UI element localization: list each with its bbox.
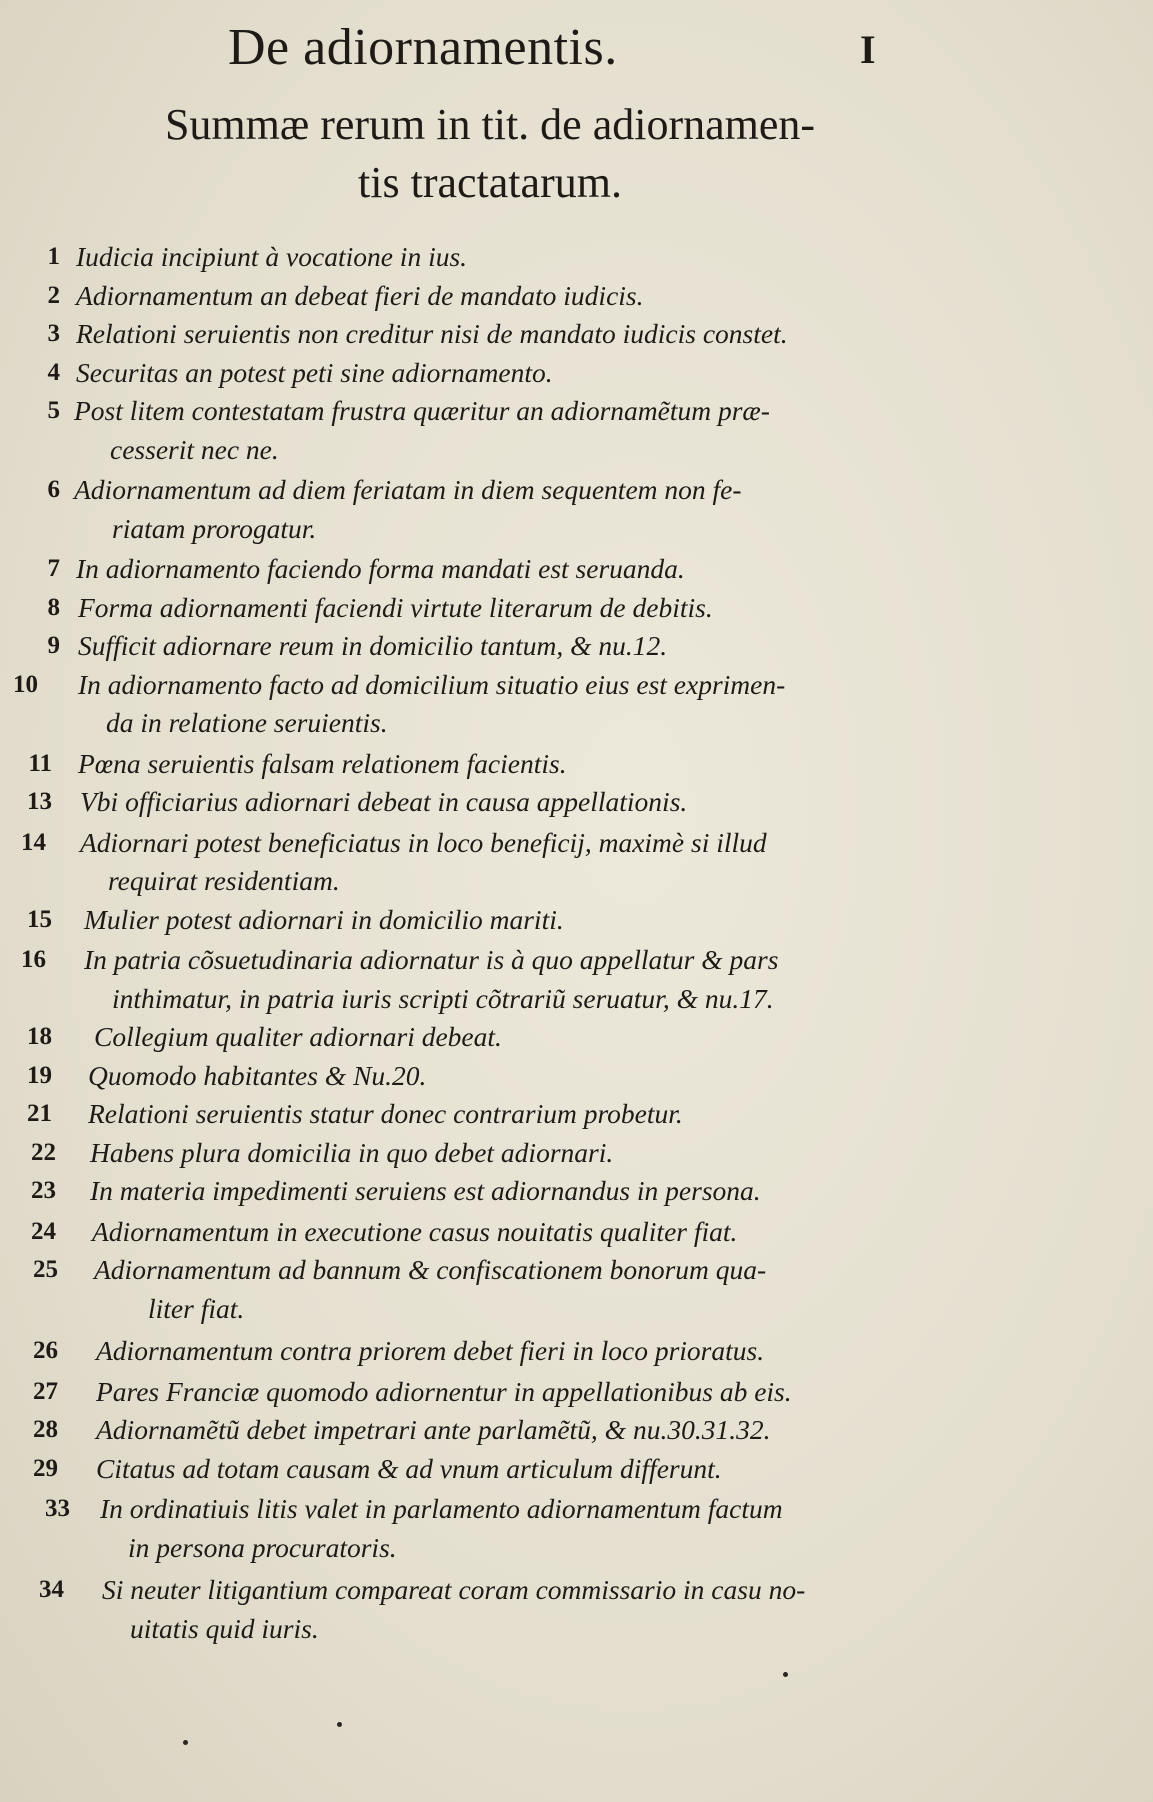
ink-speck: [337, 1722, 342, 1727]
entry-number: 24: [31, 1217, 56, 1245]
entry-text: In ordinatiuis litis valet in parlamento adiornamentum factum: [100, 1493, 783, 1524]
entry-text: In materia impedimenti seruiens est adiornandus in persona.: [90, 1175, 761, 1206]
entry-text-continuation: cesserit nec ne.: [110, 433, 279, 465]
entry-text: Pœna seruientis falsam relationem facientis.: [78, 747, 567, 779]
summary-entry: [0, 783, 1153, 822]
entry-text: In adiornamento facto ad domicilium situatio eius est exprimen-: [78, 668, 786, 700]
entry-number: 14: [21, 828, 46, 856]
running-head: De adiornamentis.: [228, 19, 618, 76]
summary-entry: [0, 1373, 1153, 1412]
entry-text: Sufficit adiornare reum in domicilio tantum, & nu.12.: [78, 630, 668, 661]
summary-entry: [0, 1332, 1153, 1371]
entry-number: 22: [31, 1138, 56, 1166]
entry-number: 33: [45, 1495, 70, 1522]
entry-number: 27: [33, 1377, 58, 1405]
entry-text: Vbi officiarius adiornari debeat in causa appellationis.: [80, 786, 688, 817]
entry-text: Quomodo habitantes & Nu.20.: [88, 1059, 427, 1091]
summary-entry: [0, 1411, 1153, 1450]
summary-entry: [0, 315, 1153, 354]
summary-entry: [0, 941, 1153, 1018]
entry-number: 11: [28, 749, 52, 777]
summary-entry: [0, 824, 1153, 901]
entry-number: 19: [27, 1061, 52, 1089]
entry-text: Post litem contestatam frustra quæritur an adiornamẽtum præ-: [74, 395, 770, 426]
summary-entry: [0, 1057, 1153, 1096]
ink-speck: [183, 1740, 188, 1745]
entry-text: Relationi seruientis statur donec contrarium probetur.: [88, 1098, 683, 1129]
entry-text: Adiornamentum ad diem feriatam in diem sequentem non fe-: [74, 474, 742, 505]
summary-entry: [0, 1018, 1153, 1057]
summary-entry: [0, 238, 1153, 277]
entry-text: Habens plura domicilia in quo debet adiornari.: [90, 1136, 614, 1168]
entry-number: 16: [21, 946, 46, 973]
entry-number: 34: [39, 1576, 64, 1603]
entry-number: 6: [47, 476, 60, 503]
entry-number: 10: [13, 670, 38, 698]
summary-entry: [0, 1095, 1153, 1134]
summary-entry: [0, 901, 1153, 940]
entry-text: Forma adiornamenti faciendi virtute literarum de debitis.: [78, 591, 713, 623]
ink-speck: [783, 1672, 788, 1677]
summary-list: [0, 238, 1153, 1648]
summary-entry: [0, 1134, 1153, 1173]
summary-entry: [0, 277, 1153, 316]
entry-text: Collegium qualiter adiornari debeat.: [94, 1021, 502, 1052]
summary-entry: [0, 589, 1153, 628]
entry-number: 9: [47, 632, 60, 659]
entry-number: 8: [47, 593, 60, 621]
entry-text: In adiornamento faciendo forma mandati est seruanda.: [76, 553, 685, 584]
entry-number: 5: [47, 397, 60, 424]
entry-text-continuation: da in relatione seruientis.: [106, 707, 388, 738]
summary-entry: [0, 745, 1153, 784]
summary-entry: [0, 627, 1153, 666]
entry-number: 1: [47, 243, 60, 270]
entry-number: 13: [27, 788, 52, 815]
entry-text-continuation: riatam prorogatur.: [112, 512, 317, 544]
entry-text-continuation: uitatis quid iuris.: [130, 1612, 319, 1644]
entry-text: Adiornamẽtũ debet impetrari ante parlamẽtũ, & nu.30.31.32.: [96, 1414, 771, 1445]
entry-number: 25: [33, 1256, 58, 1283]
entry-number: 28: [33, 1416, 58, 1443]
entry-number: 21: [27, 1100, 52, 1127]
entry-text: Securitas an potest peti sine adiornamento.: [76, 356, 553, 388]
summary-title: [100, 96, 880, 212]
entry-text: Citatus ad totam causam & ad vnum articulum differunt.: [96, 1452, 722, 1484]
entry-text: Si neuter litigantium compareat coram commissario in casu no-: [102, 1574, 806, 1605]
entry-text: Mulier potest adiornari in domicilio mariti.: [84, 903, 564, 935]
summary-entry: [0, 471, 1153, 548]
entry-text-continuation: in persona procuratoris.: [128, 1531, 397, 1563]
summary-entry: [0, 1571, 1153, 1648]
summary-entry: [0, 1251, 1153, 1328]
entry-text-continuation: liter fiat.: [148, 1292, 245, 1324]
entry-number: 18: [27, 1023, 52, 1050]
entry-number: 3: [47, 320, 60, 347]
summary-entry: [0, 1490, 1153, 1567]
summary-entry: [0, 1213, 1153, 1252]
entry-number: 23: [31, 1177, 56, 1204]
entry-number: 7: [47, 555, 60, 582]
summary-title-line: tis tractatarum.: [358, 158, 622, 207]
entry-text: Adiornamentum an debeat fieri de mandato iudicis.: [76, 279, 644, 311]
entry-number: 2: [47, 281, 60, 309]
entry-text: Relationi seruientis non creditur nisi de mandato iudicis constet.: [76, 318, 788, 349]
summary-entry: [0, 666, 1153, 743]
summary-entry: [0, 354, 1153, 393]
entry-text: In patria cõsuetudinaria adiornatur is à quo appellatur & pars: [84, 944, 779, 975]
folio-number: I: [860, 27, 876, 72]
entry-number: 29: [33, 1454, 58, 1482]
entry-text: Adiornamentum in executione casus nouitatis qualiter fiat.: [92, 1215, 738, 1247]
entry-text: Iudicia incipiunt à vocatione in ius.: [76, 241, 468, 272]
entry-text-continuation: requirat residentiam.: [108, 865, 340, 896]
summary-entry: [0, 550, 1153, 589]
entry-text: Adiornamentum ad bannum & confiscationem bonorum qua-: [94, 1254, 767, 1285]
entry-number: 4: [47, 358, 60, 386]
entry-number: 15: [27, 905, 52, 933]
entry-text: Pares Franciæ quomodo adiornentur in appellationibus ab eis.: [96, 1375, 792, 1407]
summary-entry: [0, 1172, 1153, 1211]
summary-entry: [0, 392, 1153, 469]
entry-text: Adiornamentum contra priorem debet fieri in loco prioratus.: [96, 1335, 765, 1366]
summary-title-line: Summæ rerum in tit. de adiornamen-: [164, 100, 816, 149]
summary-entry: [0, 1450, 1153, 1489]
entry-number: 26: [33, 1337, 58, 1364]
entry-text: Adiornari potest beneficiatus in loco beneficij, maximè si illud: [80, 826, 767, 858]
entry-text-continuation: inthimatur, in patria iuris scripti cõtrariũ seruatur, & nu.17.: [112, 982, 774, 1014]
